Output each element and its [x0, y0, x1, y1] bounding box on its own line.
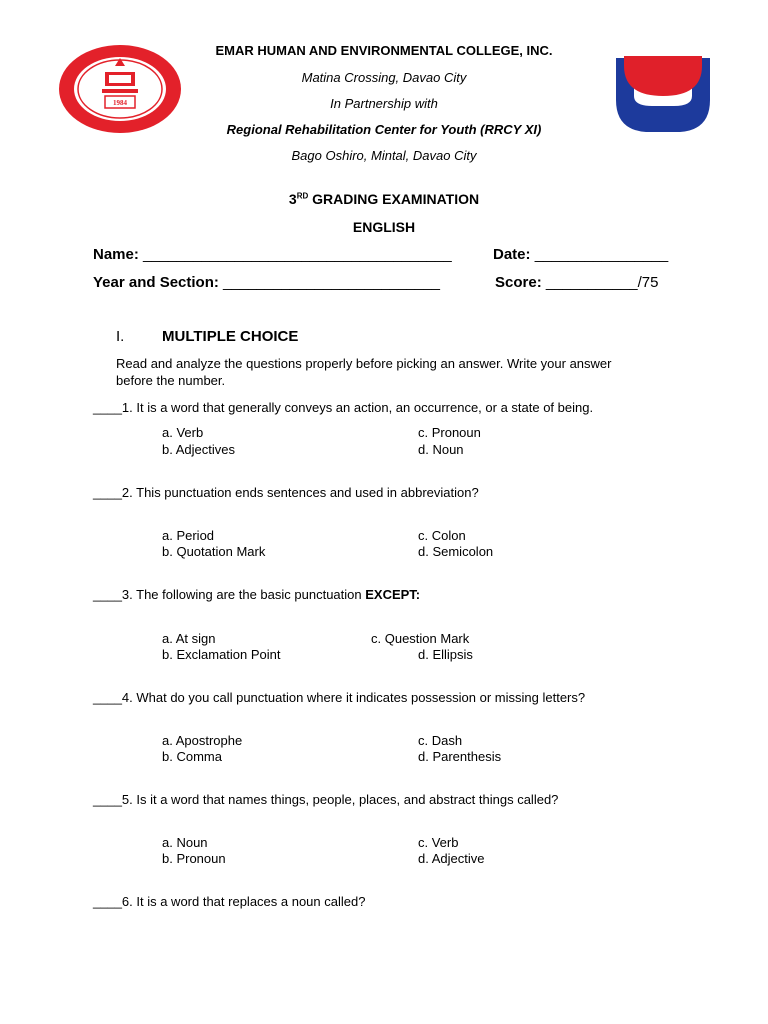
instructions-line-1: Read and analyze the questions properly before picking an answer. Write your answer: [116, 356, 612, 371]
name-label: Name:: [93, 246, 139, 263]
year-section-line: __________________________: [223, 274, 440, 291]
date-line: ________________: [534, 246, 669, 263]
q4-option-d: d. Parenthesis: [418, 749, 502, 764]
partner-address: Bago Oshiro, Mintal, Davao City: [291, 148, 477, 163]
instructions-line-2: before the number.: [116, 373, 226, 388]
q2-option-c: c. Colon: [418, 528, 466, 543]
college-address: Matina Crossing, Davao City: [301, 70, 467, 85]
q1-option-d: d. Noun: [418, 442, 464, 457]
partner-name: Regional Rehabilitation Center for Youth (RRCY XI): [226, 122, 542, 137]
q5-option-d: d. Adjective: [418, 851, 485, 866]
q5-option-b: b. Pronoun: [162, 851, 226, 866]
college-name: EMAR HUMAN AND ENVIRONMENTAL COLLEGE, INC.: [215, 43, 553, 58]
year-section-label: Year and Section:: [93, 274, 219, 291]
q4-option-b: b. Comma: [162, 749, 222, 764]
exam-subject: ENGLISH: [352, 219, 416, 235]
q3-option-b: b. Exclamation Point: [162, 647, 281, 662]
question-6: ____6. It is a word that replaces a noun called?: [93, 894, 366, 909]
date-field: [493, 246, 668, 263]
question-5: ____5. Is it a word that names things, people, places, and abstract things called?: [93, 792, 559, 807]
question-3: ____3. The following are the basic punctuation EXCEPT:: [93, 587, 421, 602]
date-label: Date:: [493, 246, 531, 263]
partnership-text: In Partnership with: [330, 96, 438, 111]
q3-option-a: a. At sign: [162, 631, 216, 646]
section-title: MULTIPLE CHOICE: [162, 328, 299, 345]
q1-option-a: a. Verb: [162, 425, 204, 440]
q1-option-b: b. Adjectives: [162, 442, 235, 457]
question-2: ____2. This punctuation ends sentences and used in abbreviation?: [93, 485, 479, 500]
q3-option-c: c. Question Mark: [371, 631, 470, 646]
q3-option-d: d. Ellipsis: [418, 647, 473, 662]
q5-option-c: c. Verb: [418, 835, 459, 850]
seal-year: 1984: [113, 99, 127, 107]
question-3-emphasis: EXCEPT:: [365, 587, 421, 602]
q1-option-c: c. Pronoun: [418, 425, 481, 440]
score-field: [495, 274, 658, 291]
score-label: Score:: [495, 274, 542, 291]
exam-title: 3RD GRADING EXAMINATION: [288, 191, 480, 207]
q2-option-b: b. Quotation Mark: [162, 544, 266, 559]
name-line: _____________________________________: [143, 246, 452, 263]
year-section-field: [93, 274, 440, 291]
q5-option-a: a. Noun: [162, 835, 208, 850]
question-4: ____4. What do you call punctuation where it indicates possession or missing letters?: [93, 690, 586, 705]
section-numeral: I.: [116, 328, 125, 345]
q4-option-a: a. Apostrophe: [162, 733, 243, 748]
q4-option-c: c. Dash: [418, 733, 463, 748]
name-field: [93, 246, 452, 263]
score-line: ___________/75: [545, 274, 659, 291]
question-1: ____1. It is a word that generally conveys an action, an occurrence, or a state of being.: [93, 400, 594, 415]
q2-option-d: d. Semicolon: [418, 544, 494, 559]
q2-option-a: a. Period: [162, 528, 215, 543]
